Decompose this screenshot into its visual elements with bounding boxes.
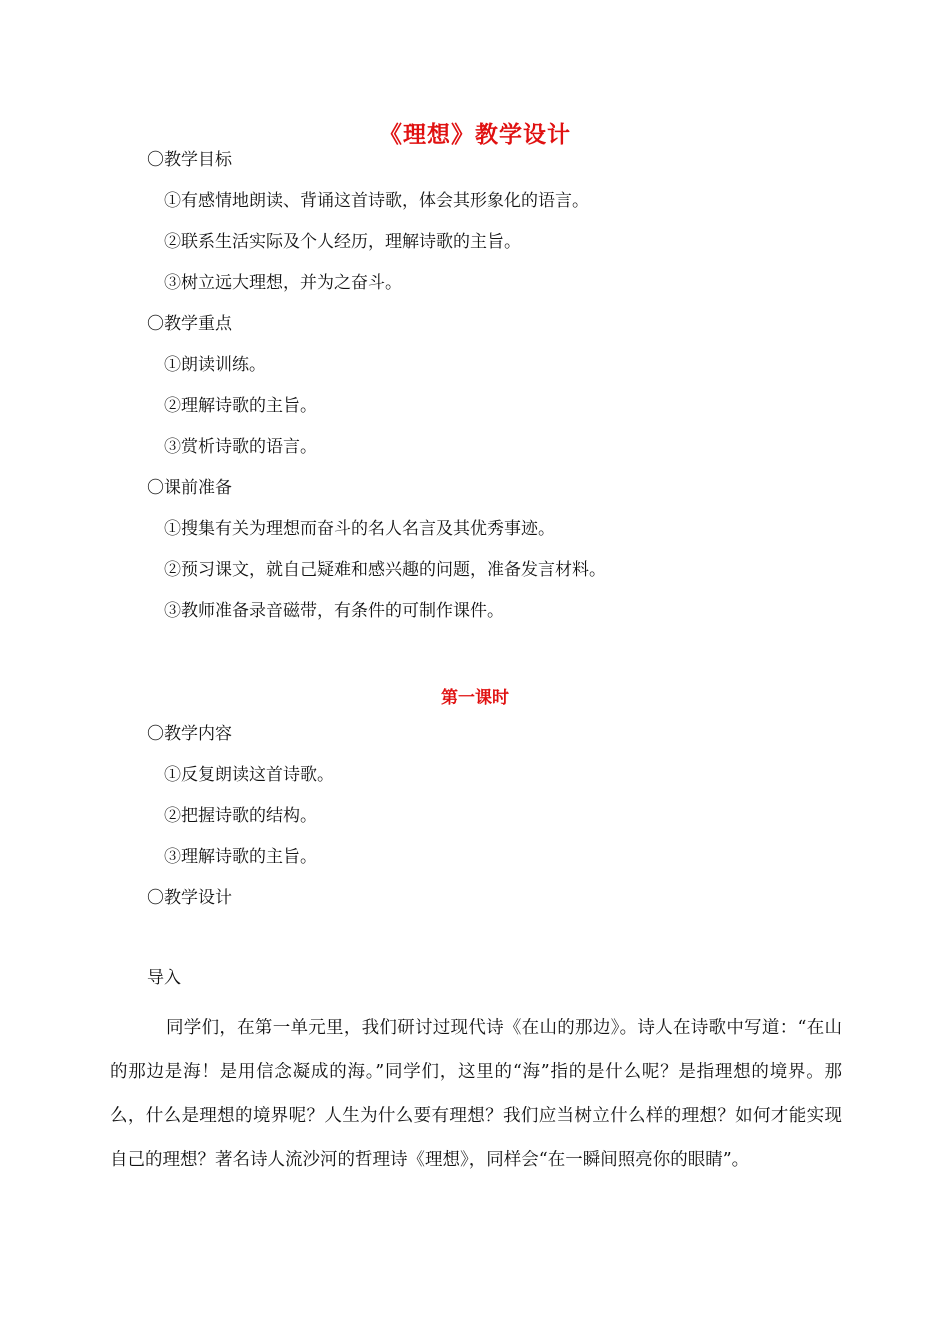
section-heading-content: 〇教学内容 [147,724,232,744]
content-item-3: ③理解诗歌的主旨。 [164,847,317,867]
content-item-2: ②把握诗歌的结构。 [164,806,317,826]
prep-item-2: ②预习课文，就自己疑难和感兴趣的问题，准备发言材料。 [164,560,606,580]
section-heading-goals: 〇教学目标 [147,150,232,170]
focus-item-1: ①朗读训练。 [164,355,266,375]
section-heading-focus: 〇教学重点 [147,314,232,334]
intro-label: 导入 [147,968,181,988]
section-heading-prep: 〇课前准备 [147,478,232,498]
content-item-1: ①反复朗读这首诗歌。 [164,765,334,785]
focus-item-2: ②理解诗歌的主旨。 [164,396,317,416]
intro-paragraph: 同学们，在第一单元里，我们研讨过现代诗《在山的那边》。诗人在诗歌中写道：“在山的那边是海！是用信念凝成的海。”同学们，这里的“海”指的是什么呢？是指理想的境界。那么，什么是理想的境界呢？人生为什么要有理想？我们应当树立什么样的理想？如何才能实现自己的理想？著名诗人流沙河的哲理诗《理想》，同样会“在一瞬间照亮你的眼睛”。 [110,1018,842,1170]
focus-item-3: ③赏析诗歌的语言。 [164,437,317,457]
goal-item-3: ③树立远大理想，并为之奋斗。 [164,273,402,293]
section-heading-design: 〇教学设计 [147,888,232,908]
prep-item-3: ③教师准备录音磁带，有条件的可制作课件。 [164,601,504,621]
prep-item-1: ①搜集有关为理想而奋斗的名人名言及其优秀事迹。 [164,519,555,539]
lesson-title: 第一课时 [441,688,509,708]
goal-item-1: ①有感情地朗读、背诵这首诗歌，体会其形象化的语言。 [164,191,589,211]
goal-item-2: ②联系生活实际及个人经历，理解诗歌的主旨。 [164,232,521,252]
document-title: 《理想》教学设计 [379,121,571,148]
